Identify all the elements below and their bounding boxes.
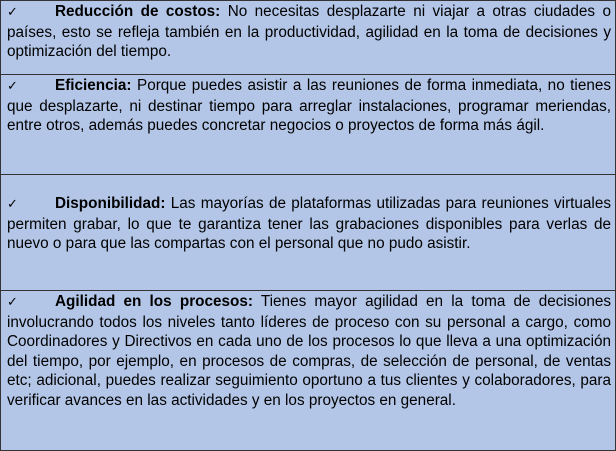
benefit-term: Reducción de costos: bbox=[55, 3, 221, 20]
benefit-row-cost-reduction bbox=[1, 1, 615, 74]
benefit-description: No necesitas desplazarte ni viajar a otras ciudades o países, esto se refleja también en la productividad, agilidad en la toma de decisiones y optimización del tiempo. bbox=[7, 3, 611, 61]
benefit-row-process-agility bbox=[1, 290, 615, 450]
benefit-paragraph bbox=[7, 75, 611, 136]
benefit-description: Tienes mayor agilidad en la toma de decisiones involucrando todos los niveles tanto líderes de proceso con su personal a cargo, como Coordinadores y Directivos en cada uno de los procesos lo que lleva a una optimización del tiempo, por ejemplo, en procesos de compras, de selección de personal, de ventas etc; adicional, puedes realizar seguimiento oportuno a tus clientes y colaboradores, para verificar avances en las actividades y en los proyectos en general. bbox=[7, 293, 611, 409]
benefit-term: Disponibilidad: bbox=[55, 195, 166, 212]
benefit-row-availability bbox=[1, 174, 615, 290]
checkmark-icon: ✓ bbox=[7, 5, 18, 20]
checkmark-icon: ✓ bbox=[7, 295, 18, 310]
benefit-paragraph bbox=[7, 175, 611, 254]
checkmark-icon: ✓ bbox=[7, 197, 18, 212]
benefit-description: Porque puedes asistir a las reuniones de forma inmediata, no tienes que desplazarte, ni destinar tiempo para arreglar instalaciones, programar meriendas, entre otros, además puedes concretar negocios o proyectos de forma más ágil. bbox=[7, 77, 611, 135]
benefit-term: Agilidad en los procesos: bbox=[55, 293, 253, 310]
checkmark-icon: ✓ bbox=[7, 79, 18, 94]
benefit-row-efficiency bbox=[1, 74, 615, 174]
benefit-paragraph bbox=[7, 1, 611, 62]
benefit-paragraph bbox=[7, 291, 611, 411]
benefit-term: Eficiencia: bbox=[55, 77, 132, 94]
benefit-description: Las mayorías de plataformas utilizadas para reuniones virtuales permiten grabar, lo que te garantiza tener las grabaciones disponibles para verlas de nuevo o para que las compartas con el personal que no pudo asistir. bbox=[7, 195, 611, 253]
